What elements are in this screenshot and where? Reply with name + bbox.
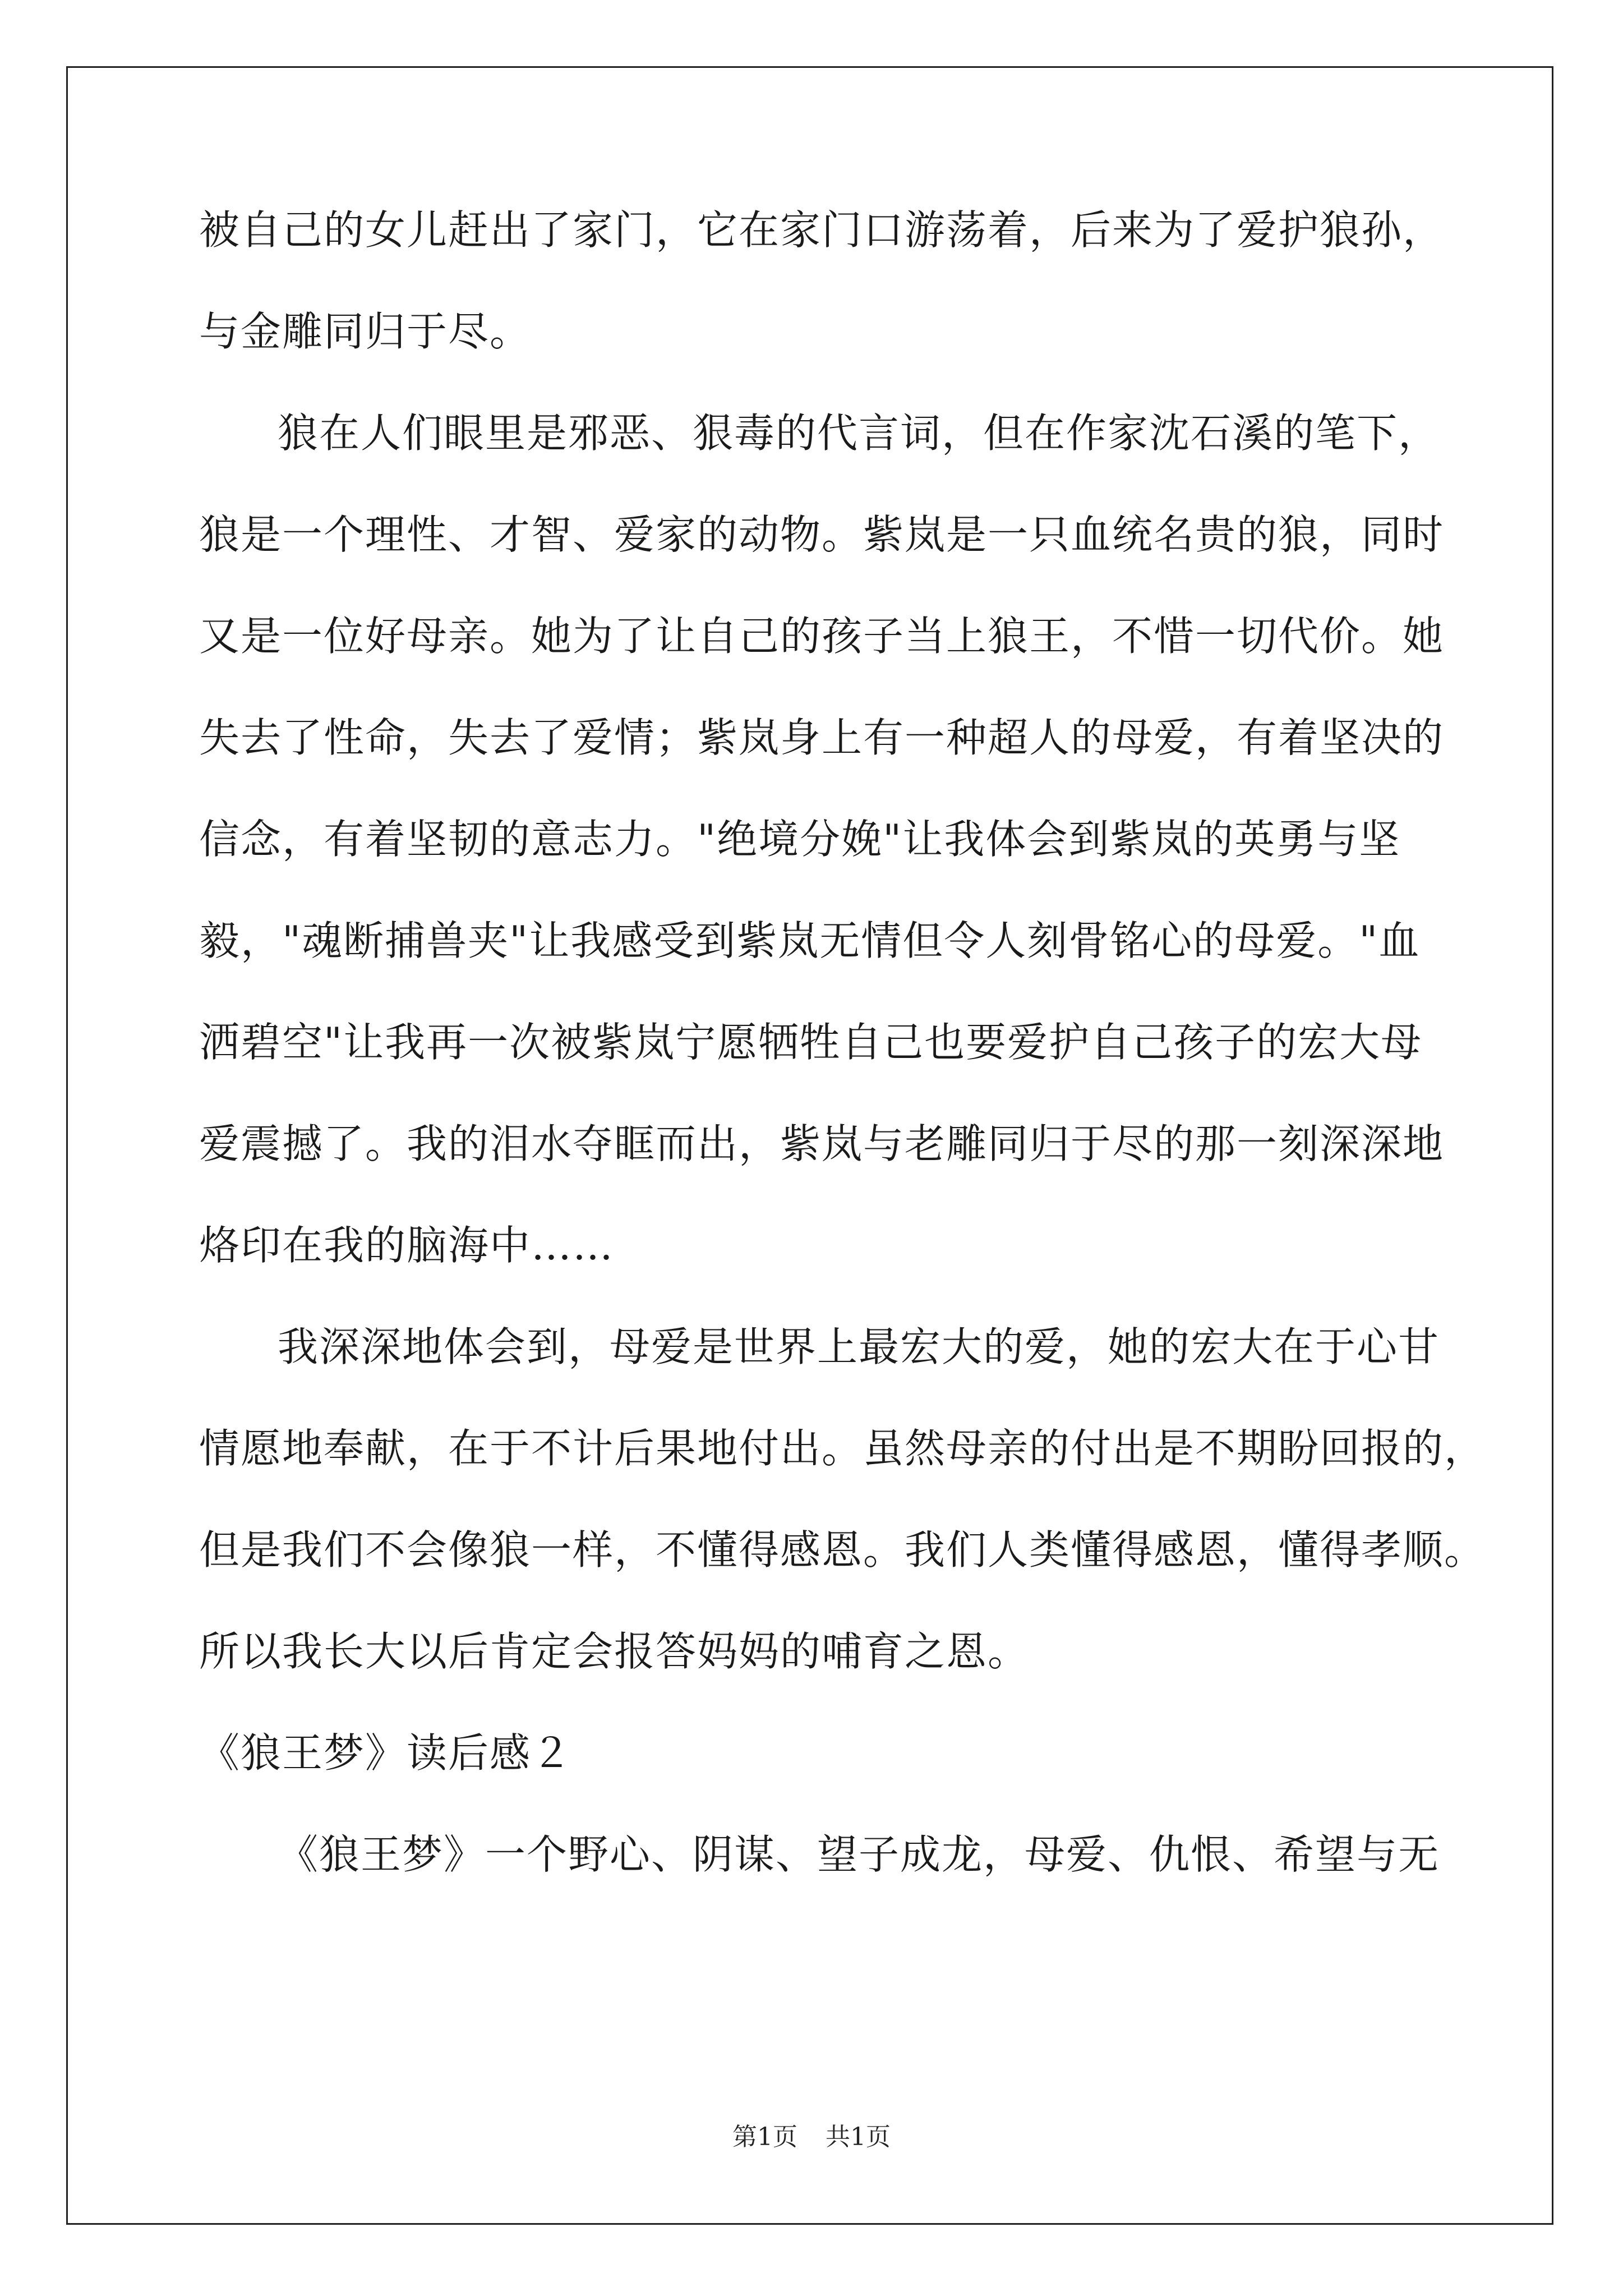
text-line: 与金雕同归于尽。: [199, 308, 532, 355]
text-line: 被自己的女儿赶出了家门，它在家门口游荡着，后来为了爱护狼孙，: [199, 206, 1445, 254]
page-number: 第1页: [732, 2123, 797, 2151]
text-line: 所以我长大以后肯定会报答妈妈的哺育之恩。: [199, 1628, 1030, 1675]
text-line: 但是我们不会像狼一样，不懂得感恩。我们人类懂得感恩，懂得孝顺。: [199, 1526, 1486, 1573]
page-footer: [0, 2120, 1623, 2154]
paragraph-start: 狼在人们眼里是邪恶、狠毒的代言词，但在作家沈石溪的笔下，: [278, 409, 1440, 457]
text-line: 情愿地奉献，在于不计后果地付出。虽然母亲的付出是不期盼回报的，: [199, 1425, 1486, 1472]
page-total: 共1页: [826, 2123, 891, 2151]
paragraph-start: 我深深地体会到，母爱是世界上最宏大的爱，她的宏大在于心甘: [278, 1323, 1440, 1370]
text-line: 烙印在我的脑海中……: [199, 1222, 615, 1269]
text-line: 又是一位好母亲。她为了让自己的孩子当上狼王，不惜一切代价。她: [199, 613, 1445, 660]
document-body: [199, 202, 1486, 1928]
text-line: 失去了性命，失去了爱情；紫岚身上有一种超人的母爱，有着坚决的: [199, 714, 1445, 761]
text-line: 狼是一个理性、才智、爱家的动物。紫岚是一只血统名贵的狼，同时: [199, 511, 1445, 558]
text-line: 爱震撼了。我的泪水夺眶而出，紫岚与老雕同归于尽的那一刻深深地: [199, 1120, 1445, 1167]
text-line: 毅，"魂断捕兽夹"让我感受到紫岚无情但令人刻骨铭心的母爱。"血: [199, 917, 1421, 964]
paragraph-start: 《狼王梦》一个野心、阴谋、望子成龙，母爱、仇恨、希望与无: [278, 1831, 1440, 1878]
text-line: 信念，有着坚韧的意志力。"绝境分娩"让我体会到紫岚的英勇与坚: [199, 816, 1401, 863]
text-line: 洒碧空"让我再一次被紫岚宁愿牺牲自己也要爱护自己孩子的宏大母: [199, 1019, 1423, 1066]
section-heading: 《狼王梦》读后感２: [199, 1729, 573, 1777]
